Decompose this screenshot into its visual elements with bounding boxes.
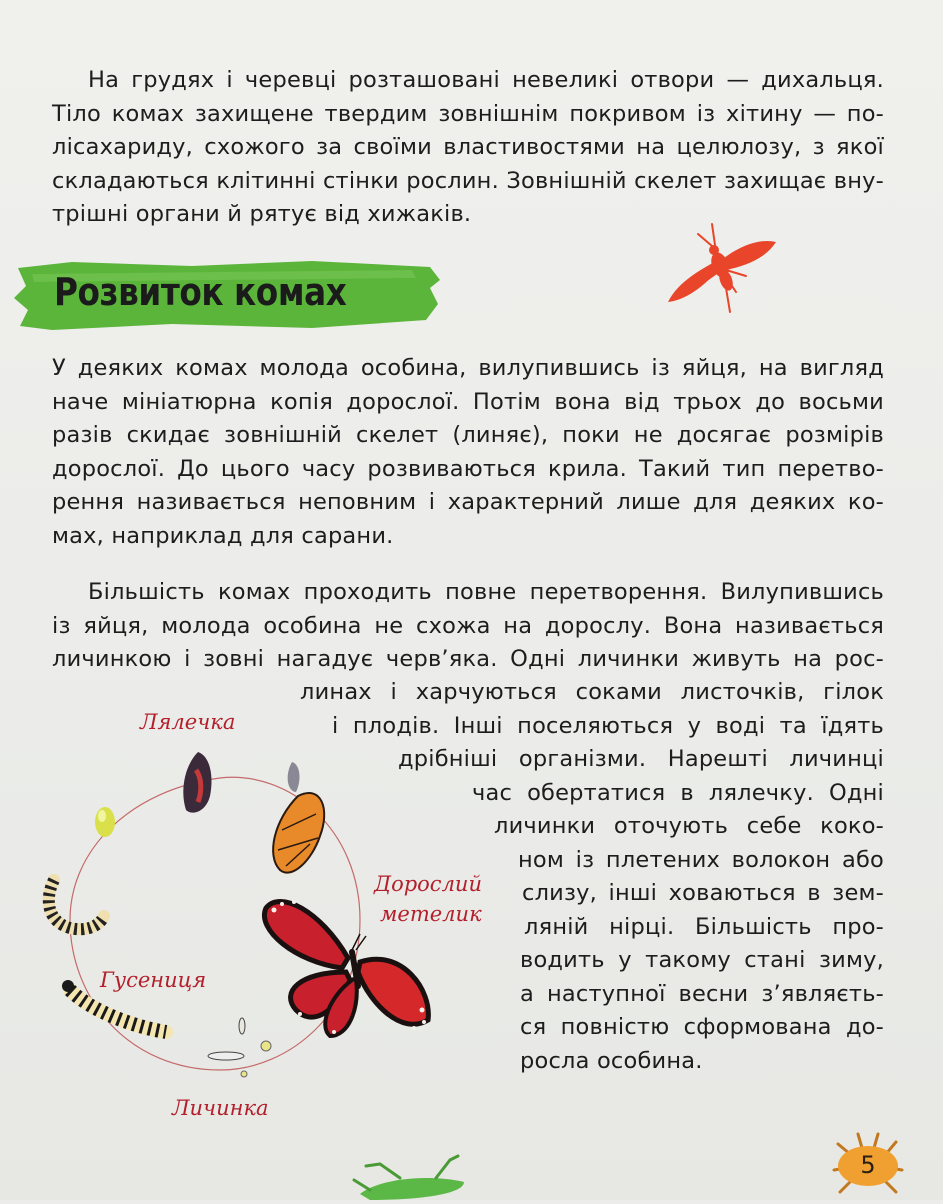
label-adult-line1: Дорослий	[374, 872, 482, 896]
label-pupa: Лялечка	[140, 710, 236, 734]
text-line: На грудях і черевці розташовані невеликі отвори — дихальця.	[88, 67, 884, 93]
text-line: і плодів. Інші поселяються у воді та їдять	[332, 712, 884, 739]
text-line: час обертатися в лялечку. Одні	[472, 779, 884, 806]
text-line: рення називається неповним і характерний лише для деяких ко-	[52, 489, 884, 515]
egg-icon	[95, 807, 115, 837]
text-line: ся повністю сформована до-	[520, 1014, 884, 1040]
chrysalis-icon	[183, 752, 211, 813]
text-line: личинкою і зовні нагадує черв’яка. Одні личинки живуть на рос-	[52, 646, 884, 672]
text-line: росла особина.	[520, 1047, 703, 1074]
paragraph-spiracles	[52, 64, 884, 232]
text-line: Тіло комах захищене твердим зовнішнім покривом із хітину — по-	[52, 100, 884, 127]
text-line: лісахариду, схожого за своїми властивостями на целюлозу, з якої	[52, 134, 884, 160]
text-line: ном із плетених волокон або	[518, 846, 884, 873]
label-adult-line2: метелик	[380, 902, 482, 926]
text-line: Більшість комах проходить повне перетворення. Вилупившись	[88, 579, 884, 605]
paragraph-complete-metamorphosis	[52, 576, 884, 677]
text-line: дорослої. До цього часу розвиваються крила. Такий тип перетво-	[52, 455, 884, 482]
label-caterpillar: Гусениця	[100, 968, 207, 992]
paragraph-incomplete-metamorphosis	[52, 352, 884, 553]
text-line: разів скидає зовнішній скелет (линяє), поки не досягає розмірів	[52, 422, 884, 448]
text-line: дрібніші організми. Нарешті личинці	[398, 746, 884, 772]
text-line: мах, наприклад для сарани.	[52, 522, 394, 549]
emerging-butterfly-icon	[273, 762, 324, 873]
page-number: 5	[860, 1151, 876, 1179]
text-line: У деяких комах молода особина, вилупившись із яйця, на вигляд	[52, 355, 884, 381]
label-larva: Личинка	[172, 1096, 269, 1120]
text-line: складаються клітинні стінки рослин. Зовнішній скелет захищає вну-	[52, 167, 884, 194]
text-line: наче мініатюрна копія дорослої. Потім вона від трьох до восьми	[52, 388, 884, 415]
text-line: а наступної весни з’являєть-	[520, 980, 884, 1007]
page-number-badge	[832, 1128, 904, 1200]
text-line: личинки оточують себе коко-	[494, 813, 884, 839]
text-line: слизу, інші ховаються в зем-	[522, 880, 884, 906]
text-line: ляній нірці. Більшість про-	[524, 913, 884, 940]
text-line: трішні органи й рятує від хижаків.	[52, 201, 472, 227]
green-insect-icon	[340, 1150, 480, 1200]
text-line: із яйця, молода особина не схожа на дорослу. Вона називається	[52, 612, 884, 639]
text-line: водить у такому стані зиму,	[520, 947, 884, 973]
section-title: Розвиток комах	[54, 270, 347, 314]
caterpillar-j-icon	[49, 880, 104, 929]
red-insect-icon	[660, 220, 780, 320]
text-line: линах і харчуються соками листочків, гілок	[300, 679, 884, 705]
section-title-banner	[12, 258, 440, 334]
